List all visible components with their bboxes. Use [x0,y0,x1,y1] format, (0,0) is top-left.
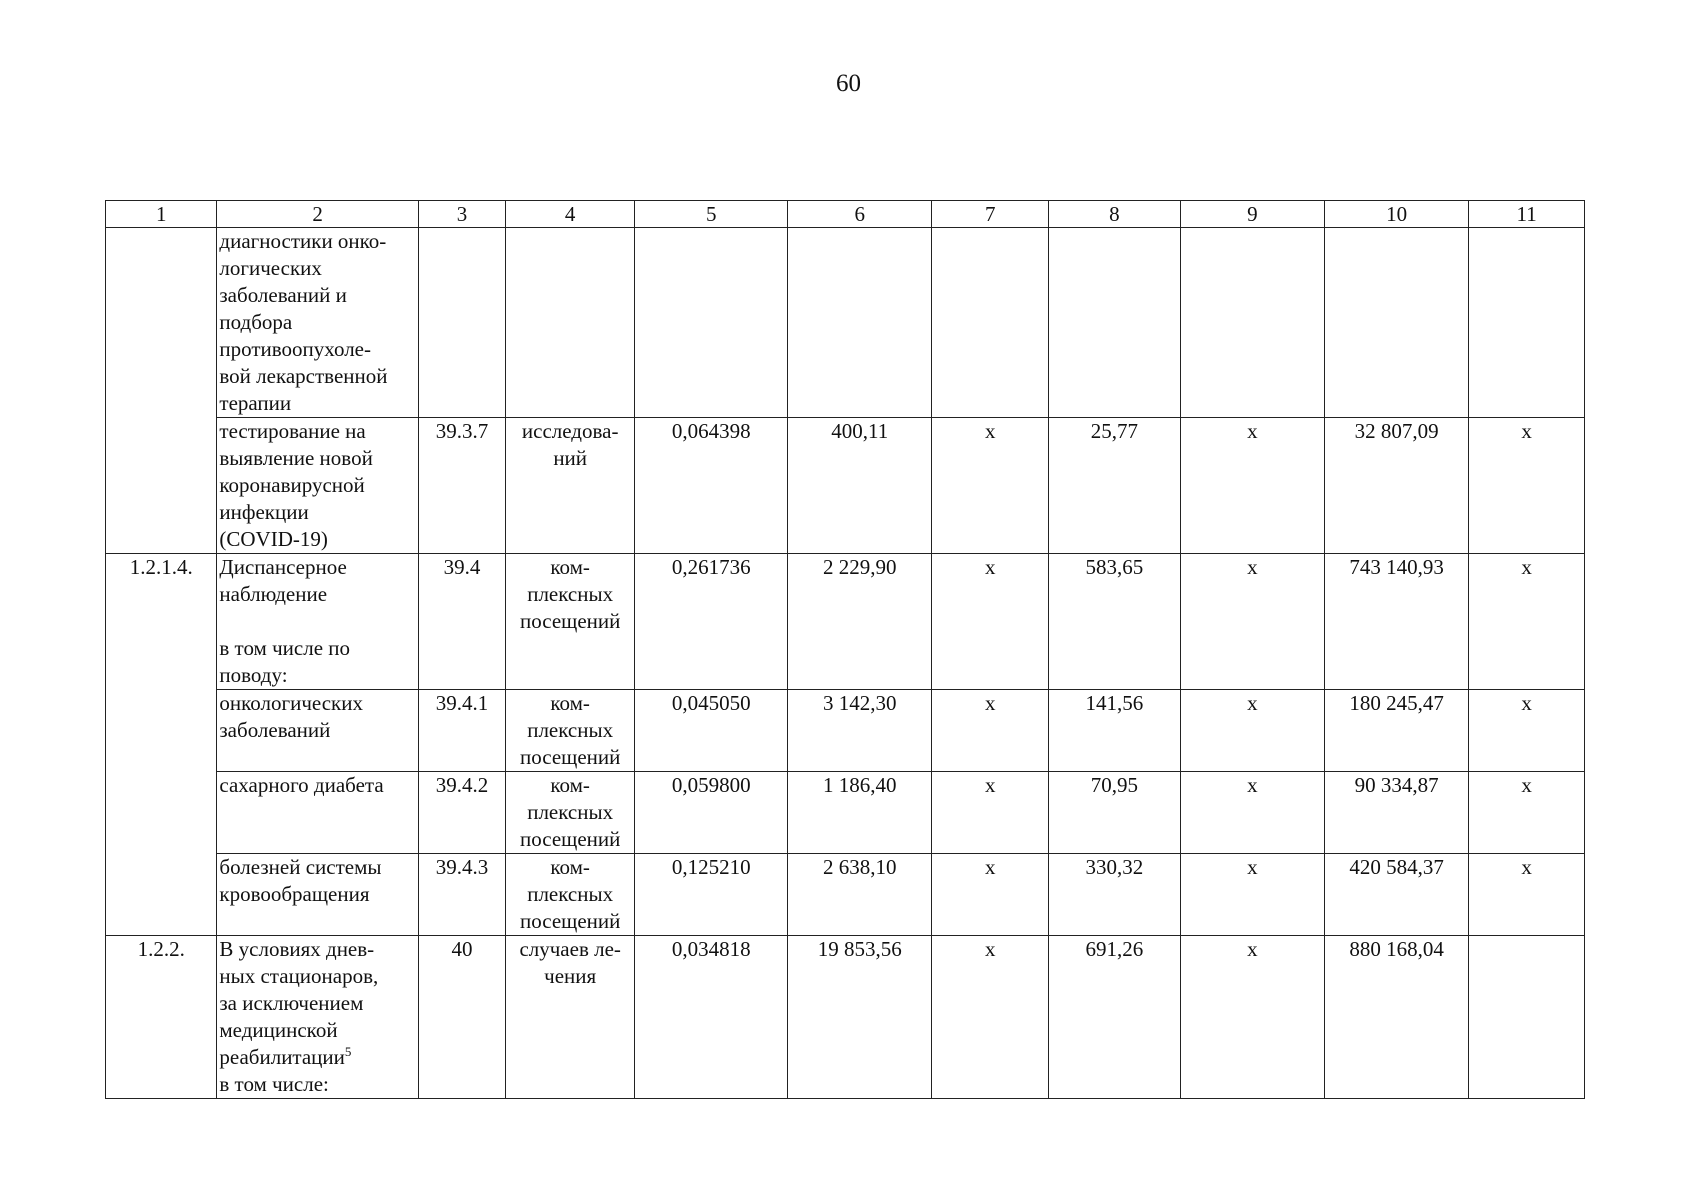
column-number: 1 [106,201,217,228]
value-cell-v11: х [1469,418,1585,554]
indicator-name-line: терапии [219,391,292,415]
value-cell-v10: 180 245,47 [1324,690,1468,772]
value-cell-v10: 90 334,87 [1324,772,1468,854]
indicator-name [217,418,419,554]
indicator-name-line: В условиях днев- [219,937,375,961]
indicator-name-line: противоопухоле- [219,337,371,361]
column-number: 3 [418,201,505,228]
value-cell-v10: 32 807,09 [1324,418,1468,554]
unit-of-measure [505,228,634,418]
value-cell-v10: 880 168,04 [1324,936,1468,1099]
row-code: 40 [418,936,505,1099]
unit-of-measure [505,772,634,854]
unit-of-measure [505,418,634,554]
row-code: 39.4.3 [418,854,505,936]
value-cell-v6: 2 229,90 [788,554,932,690]
indicator-name-text: реабилитации [219,1045,345,1069]
unit-line: посещений [519,745,621,769]
indicator-name-line: ных стационаров, [219,964,379,988]
column-number: 8 [1049,201,1181,228]
indicator-name-line: сахарного диабета [219,773,384,797]
unit-line: ком- [550,773,590,797]
unit-line: ком- [550,855,590,879]
value-cell-v6: 400,11 [788,418,932,554]
unit-line: плексных [527,882,614,906]
unit-line: исследова- [521,419,619,443]
value-cell-v7: х [932,554,1049,690]
indicator-name [217,690,419,772]
value-cell-v9: х [1180,772,1324,854]
indicator-name-line: Диспансерное [219,555,347,579]
value-cell-v8: 25,77 [1049,418,1181,554]
value-cell-v9: х [1180,554,1324,690]
value-cell-v5: 0,045050 [635,690,788,772]
value-cell-v9: х [1180,854,1324,936]
value-cell-v6: 19 853,56 [788,936,932,1099]
indicator-name-line: поводу: [219,663,288,687]
value-cell-v6: 3 142,30 [788,690,932,772]
indicator-name-line: подбора [219,310,293,334]
indicator-name-line: в том числе по [219,636,351,660]
indicator-name-line: диагностики онко- [219,229,387,253]
value-cell-v8: 691,26 [1049,936,1181,1099]
value-cell-v9 [1180,228,1324,418]
indicator-name-line [219,608,414,635]
table-row [106,690,1585,772]
indicator-name [217,936,419,1099]
row-code [418,228,505,418]
value-cell-v5: 0,261736 [635,554,788,690]
unit-of-measure [505,690,634,772]
indicator-name-line: заболеваний и [219,283,347,307]
unit-line: посещений [519,909,621,933]
value-cell-v11: х [1469,690,1585,772]
value-cell-v7: х [932,936,1049,1099]
indicator-name-line: (COVID-19) [219,527,328,551]
medical-care-table [105,200,1585,1099]
value-cell-v7 [932,228,1049,418]
indicator-name [217,554,419,690]
row-number: 1.2.1.4. [106,554,217,936]
value-cell-v5: 0,125210 [635,854,788,936]
row-code: 39.3.7 [418,418,505,554]
value-cell-v9: х [1180,936,1324,1099]
table-row [106,854,1585,936]
unit-line: ний [553,446,588,470]
row-code: 39.4.2 [418,772,505,854]
column-number: 7 [932,201,1049,228]
row-number: 1.2.2. [106,936,217,1099]
row-number [106,228,217,554]
value-cell-v10 [1324,228,1468,418]
table-row [106,772,1585,854]
value-cell-v7: х [932,690,1049,772]
indicator-name-line: логических [219,256,322,280]
value-cell-v6: 1 186,40 [788,772,932,854]
value-cell-v6 [788,228,932,418]
footnote-marker: 5 [344,1044,352,1059]
value-cell-v10: 420 584,37 [1324,854,1468,936]
unit-line: случаев ле- [519,937,621,961]
table-row [106,936,1585,1099]
value-cell-v9: х [1180,690,1324,772]
value-cell-v11: х [1469,854,1585,936]
column-number: 11 [1469,201,1585,228]
value-cell-v11: х [1469,772,1585,854]
indicator-name-line: в том числе: [219,1072,329,1096]
row-code: 39.4.1 [418,690,505,772]
column-number: 5 [635,201,788,228]
unit-line: чения [544,964,597,988]
table-row [106,418,1585,554]
table-row [106,554,1585,690]
row-code: 39.4 [418,554,505,690]
indicator-name-line: кровообращения [219,882,370,906]
indicator-name [217,772,419,854]
indicator-name-line: выявление новой [219,446,373,470]
indicator-name-line: заболеваний [219,718,331,742]
value-cell-v5: 0,064398 [635,418,788,554]
indicator-name-line: коронавирусной [219,473,365,497]
value-cell-v8: 70,95 [1049,772,1181,854]
value-cell-v7: х [932,418,1049,554]
value-cell-v5: 0,034818 [635,936,788,1099]
unit-line: плексных [527,582,614,606]
value-cell-v9: х [1180,418,1324,554]
unit-line: посещений [519,609,621,633]
indicator-name-line: за исключением [219,991,364,1015]
indicator-name-line: инфекции [219,500,309,524]
table-row [106,228,1585,418]
value-cell-v10: 743 140,93 [1324,554,1468,690]
unit-line: плексных [527,800,614,824]
value-cell-v11 [1469,936,1585,1099]
indicator-name-line [219,1044,414,1071]
value-cell-v5: 0,059800 [635,772,788,854]
value-cell-v11: х [1469,554,1585,690]
value-cell-v7: х [932,854,1049,936]
column-number: 9 [1180,201,1324,228]
column-number-row [106,201,1585,228]
unit-line: плексных [527,718,614,742]
indicator-name-line: вой лекарственной [219,364,388,388]
column-number: 4 [505,201,634,228]
indicator-name-line: наблюдение [219,582,328,606]
unit-of-measure [505,554,634,690]
indicator-name [217,228,419,418]
column-number: 10 [1324,201,1468,228]
value-cell-v6: 2 638,10 [788,854,932,936]
column-number: 6 [788,201,932,228]
page-number: 60 [836,70,861,97]
unit-line: посещений [519,827,621,851]
indicator-name-line: болезней системы [219,855,382,879]
value-cell-v8: 141,56 [1049,690,1181,772]
unit-of-measure [505,854,634,936]
unit-of-measure [505,936,634,1099]
value-cell-v8 [1049,228,1181,418]
column-number: 2 [217,201,419,228]
indicator-name-line: тестирование на [219,419,366,443]
value-cell-v5 [635,228,788,418]
value-cell-v8: 583,65 [1049,554,1181,690]
indicator-name-line: медицинской [219,1018,338,1042]
indicator-name [217,854,419,936]
unit-line: ком- [550,555,590,579]
unit-line: ком- [550,691,590,715]
indicator-name-line: онкологических [219,691,363,715]
value-cell-v7: х [932,772,1049,854]
value-cell-v8: 330,32 [1049,854,1181,936]
value-cell-v11 [1469,228,1585,418]
